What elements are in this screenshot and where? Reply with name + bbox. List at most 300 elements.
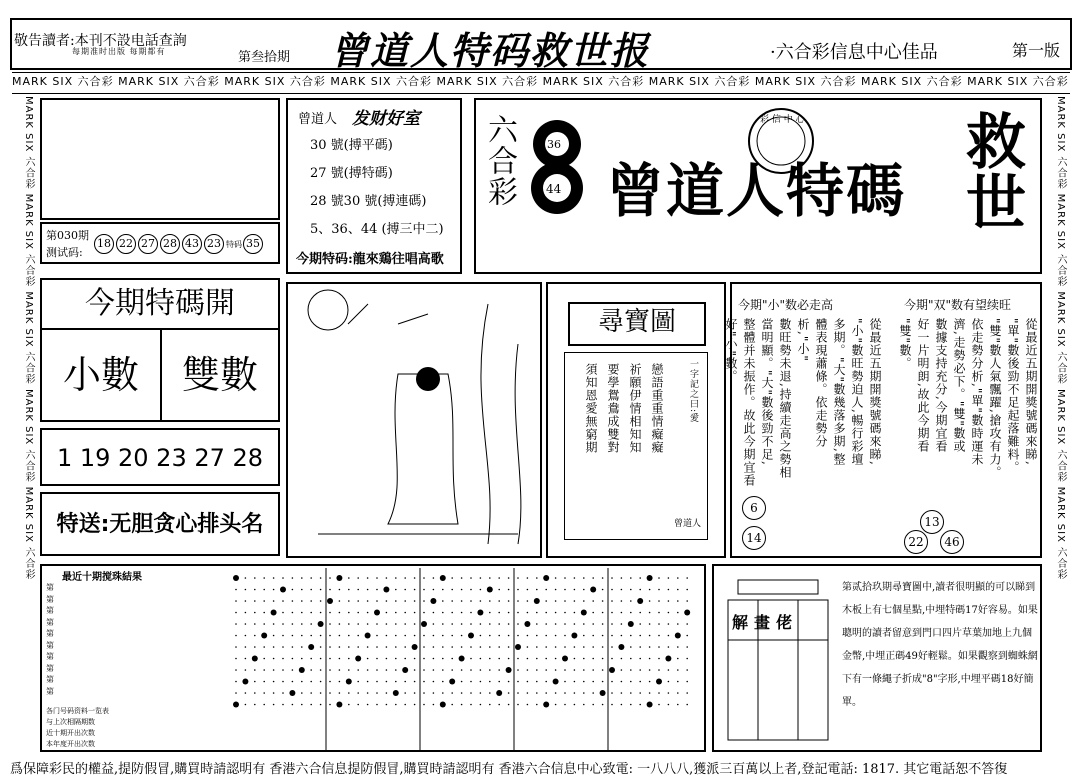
- grid-dot: [517, 669, 519, 671]
- grid-dot: [602, 612, 604, 614]
- grid-dot: [592, 669, 594, 671]
- open-numbers: 1 19 20 23 27 28: [40, 428, 280, 486]
- grid-dot: [506, 667, 512, 673]
- grid-dot: [254, 623, 256, 625]
- test-code-issue: 第030期: [46, 229, 89, 242]
- analysis-column: 好"小"數。: [724, 318, 738, 384]
- grid-dot: [357, 704, 359, 706]
- grid-dot: [395, 612, 397, 614]
- grid-dot: [611, 658, 613, 660]
- grid-dot: [480, 681, 482, 683]
- tip-line: 27 號(搏特碼): [310, 166, 393, 181]
- grid-dot: [327, 598, 333, 604]
- grid-dot: [336, 575, 342, 581]
- grid-dot: [414, 635, 416, 637]
- grid-dot: [545, 635, 547, 637]
- grid-dot: [621, 704, 623, 706]
- grid-dot: [461, 600, 463, 602]
- grid-dot: [367, 692, 369, 694]
- grid-dot: [282, 692, 284, 694]
- grid-dot: [581, 610, 587, 616]
- record-row-label: 第: [46, 663, 54, 673]
- poem-head: 一字記之曰:愛: [688, 359, 698, 424]
- grid-dot: [355, 656, 361, 662]
- grid-dot: [658, 669, 660, 671]
- grid-dot: [301, 704, 303, 706]
- analysis-ball: 22: [904, 530, 928, 554]
- grid-dot: [412, 644, 418, 650]
- grid-dot: [498, 623, 500, 625]
- grid-dot: [574, 692, 576, 694]
- grid-dot: [480, 600, 482, 602]
- grid-dot: [534, 598, 540, 604]
- grid-dot: [498, 646, 500, 648]
- grid-dot: [339, 635, 341, 637]
- grid-dot: [639, 646, 641, 648]
- grid-dot: [310, 658, 312, 660]
- grid-dot: [677, 658, 679, 660]
- issue-number: 第叁拾期: [238, 50, 291, 65]
- grid-dot: [442, 658, 444, 660]
- grid-dot: [430, 598, 436, 604]
- grid-dot: [611, 692, 613, 694]
- analysis-column: "雙"數。: [898, 318, 912, 371]
- grid-dot: [235, 692, 237, 694]
- analysis-left-text: [724, 318, 884, 488]
- grid-dot: [376, 635, 378, 637]
- grid-dot: [639, 635, 641, 637]
- grid-dot: [254, 704, 256, 706]
- grid-dot: [583, 681, 585, 683]
- grid-dot: [508, 681, 510, 683]
- grid-dot: [273, 704, 275, 706]
- grid-dot: [564, 589, 566, 591]
- grid-dot: [395, 658, 397, 660]
- grid-dot: [649, 635, 651, 637]
- grid-dot: [245, 658, 247, 660]
- analysis-column: 整體并未振作。故此今期宜看: [742, 318, 756, 487]
- grid-dot: [423, 635, 425, 637]
- grid-dot: [555, 646, 557, 648]
- grid-dot: [310, 612, 312, 614]
- grid-dot: [386, 646, 388, 648]
- grid-dot: [442, 612, 444, 614]
- grid-dot: [592, 623, 594, 625]
- record-row-label: 第: [46, 686, 54, 696]
- grid-dot: [376, 704, 378, 706]
- grid-dot: [254, 635, 256, 637]
- analysis-column: 數旺勢未退,持續走高之勢相: [778, 318, 792, 479]
- grid-dot: [235, 658, 237, 660]
- grid-dot: [536, 658, 538, 660]
- grid-dot: [320, 589, 322, 591]
- grid-dot: [574, 704, 576, 706]
- grid-dot: [649, 612, 651, 614]
- grid-dot: [348, 669, 350, 671]
- grid-dot: [367, 577, 369, 579]
- grid-dot: [592, 692, 594, 694]
- grid-dot: [451, 577, 453, 579]
- grid-dot: [564, 600, 566, 602]
- grid-dot: [592, 681, 594, 683]
- treasure-box: [546, 282, 726, 558]
- grid-dot: [602, 635, 604, 637]
- record-row-label: 第: [46, 594, 54, 604]
- grid-dot: [553, 679, 559, 685]
- grid-dot: [367, 704, 369, 706]
- grid-dot: [301, 600, 303, 602]
- grid-dot: [261, 633, 267, 639]
- grid-dot: [564, 623, 566, 625]
- record-row-label: 第: [46, 617, 54, 627]
- grid-dot: [555, 600, 557, 602]
- grid-dot: [602, 577, 604, 579]
- test-code-label: 测试码:: [46, 246, 83, 259]
- grid-dot: [686, 635, 688, 637]
- record-foot-label: 近十期开出次数: [46, 729, 95, 737]
- grid-dot: [508, 692, 510, 694]
- record-row-label: 第: [46, 583, 54, 592]
- grid-dot: [611, 646, 613, 648]
- grid-dot: [423, 600, 425, 602]
- grid-dot: [245, 623, 247, 625]
- grid-dot: [527, 692, 529, 694]
- grid-dot: [545, 669, 547, 671]
- grid-dot: [621, 612, 623, 614]
- grid-dot: [592, 600, 594, 602]
- grid-dot: [329, 623, 331, 625]
- grid-dot: [386, 658, 388, 660]
- grid-dot: [301, 577, 303, 579]
- grid-dot: [621, 669, 623, 671]
- grid-dot: [564, 681, 566, 683]
- grid-dot: [630, 612, 632, 614]
- grid-dot: [508, 635, 510, 637]
- grid-dot: [289, 690, 295, 696]
- grid-dot: [376, 692, 378, 694]
- grid-dot: [592, 658, 594, 660]
- grid-dot: [677, 589, 679, 591]
- grid-dot: [489, 612, 491, 614]
- grid-dot: [555, 704, 557, 706]
- grid-dot: [301, 589, 303, 591]
- grid-dot: [515, 644, 521, 650]
- grid-dot: [339, 623, 341, 625]
- grid-dot: [329, 646, 331, 648]
- grid-dot: [621, 577, 623, 579]
- grid-dot: [282, 646, 284, 648]
- grid-dot: [263, 704, 265, 706]
- grid-dot: [470, 692, 472, 694]
- grid-dot: [423, 692, 425, 694]
- grid-dot: [668, 577, 670, 579]
- analysis-column: 從最近五期開獎號碼來睇,: [868, 318, 882, 466]
- grid-dot: [451, 704, 453, 706]
- grid-dot: [527, 612, 529, 614]
- grid-dot: [564, 704, 566, 706]
- grid-dot: [527, 658, 529, 660]
- open-box: [40, 278, 280, 422]
- grid-dot: [668, 646, 670, 648]
- record-title: 最近十期搅珠結果: [62, 572, 142, 583]
- grid-dot: [442, 669, 444, 671]
- markSix-strip-right: MARK SIX 六合彩 MARK SIX 六合彩 MARK SIX 六合彩 MARK SIX 六合彩 MARK SIX 六合彩: [1055, 96, 1066, 581]
- grid-dot: [273, 681, 275, 683]
- grid-dot: [470, 646, 472, 648]
- grid-dot: [555, 692, 557, 694]
- grid-dot: [621, 658, 623, 660]
- grid-dot: [357, 612, 359, 614]
- grid-dot: [461, 692, 463, 694]
- grid-dot: [292, 669, 294, 671]
- poem-col: 祈願伊情相知知: [628, 363, 642, 454]
- grid-dot: [602, 589, 604, 591]
- grid-dot: [357, 692, 359, 694]
- grid-dot: [451, 589, 453, 591]
- grid-dot: [263, 612, 265, 614]
- record-row-label: 第: [46, 675, 54, 684]
- notice-text: 敬告讀者:本刊不設电話查詢: [14, 33, 187, 49]
- grid-dot: [536, 646, 538, 648]
- grid-dot: [292, 589, 294, 591]
- grid-dot: [451, 612, 453, 614]
- grid-dot: [480, 589, 482, 591]
- grid-dot: [602, 681, 604, 683]
- grid-dot: [461, 623, 463, 625]
- grid-dot: [574, 623, 576, 625]
- grid-dot: [583, 623, 585, 625]
- grid-dot: [508, 658, 510, 660]
- grid-dot: [583, 704, 585, 706]
- grid-dot: [299, 667, 305, 673]
- grid-dot: [611, 635, 613, 637]
- grid-dot: [414, 589, 416, 591]
- grid-dot: [310, 635, 312, 637]
- grid-dot: [639, 669, 641, 671]
- grid-dot: [639, 704, 641, 706]
- grid-dot: [658, 612, 660, 614]
- grid-dot: [348, 646, 350, 648]
- open-special: 特送:无胆贪心排头名: [40, 492, 280, 556]
- explain-title: 解畫佬: [732, 613, 799, 632]
- grid-dot: [263, 681, 265, 683]
- tip-line: 5、36、44 (搏三中二): [310, 222, 444, 237]
- grid-dot: [545, 589, 547, 591]
- grid-dot: [414, 704, 416, 706]
- test-code-ball: 28: [160, 234, 180, 254]
- grid-dot: [637, 598, 643, 604]
- record-row-label: 第: [46, 652, 54, 661]
- grid-dot: [348, 635, 350, 637]
- grid-dot: [254, 612, 256, 614]
- test-code-balls: [94, 234, 265, 254]
- grid-dot: [357, 623, 359, 625]
- grid-dot: [404, 692, 406, 694]
- grid-dot: [498, 658, 500, 660]
- grid-dot: [489, 669, 491, 671]
- grid-dot: [543, 575, 549, 581]
- grid-dot: [489, 623, 491, 625]
- grid-dot: [498, 600, 500, 602]
- grid-dot: [665, 656, 671, 662]
- markSix-strip-left: MARK SIX 六合彩 MARK SIX 六合彩 MARK SIX 六合彩 MARK SIX 六合彩 MARK SIX 六合彩: [23, 96, 34, 581]
- grid-dot: [583, 577, 585, 579]
- grid-dot: [357, 681, 359, 683]
- grid-dot: [583, 646, 585, 648]
- grid-dot: [555, 612, 557, 614]
- grid-dot: [459, 656, 465, 662]
- grid-dot: [658, 692, 660, 694]
- analysis-ball: 14: [742, 526, 766, 550]
- grid-dot: [489, 704, 491, 706]
- grid-dot: [245, 646, 247, 648]
- grid-dot: [310, 577, 312, 579]
- grid-dot: [423, 681, 425, 683]
- grid-dot: [386, 692, 388, 694]
- grid-dot: [386, 669, 388, 671]
- record-foot-label: 各门号码资料一览表: [46, 707, 109, 715]
- grid-dot: [414, 623, 416, 625]
- test-code-ball: 23: [204, 234, 224, 254]
- grid-dot: [440, 575, 446, 581]
- grid-dot: [301, 658, 303, 660]
- grid-dot: [668, 635, 670, 637]
- grid-dot: [461, 589, 463, 591]
- grid-dot: [489, 658, 491, 660]
- grid-dot: [527, 600, 529, 602]
- grid-dot: [329, 589, 331, 591]
- grid-dot: [677, 646, 679, 648]
- grid-dot: [536, 589, 538, 591]
- tips-special: 今期特码:龍來鶏往唱高歌: [296, 252, 444, 267]
- test-code-ball: 18: [94, 234, 114, 254]
- record-foot-labels: [46, 706, 109, 750]
- grid-dot: [233, 702, 239, 708]
- grid-dot: [235, 669, 237, 671]
- analysis-column: 依走勢分析,"單"數時運未: [970, 318, 984, 466]
- grid-dot: [592, 612, 594, 614]
- grid-dot: [451, 646, 453, 648]
- grid-dot: [621, 681, 623, 683]
- grid-dot: [433, 589, 435, 591]
- grid-dot: [357, 577, 359, 579]
- analysis-head-left: 今期"小"数必走高: [738, 298, 834, 312]
- grid-dot: [263, 600, 265, 602]
- tip-line: 28 號30 號(搏連碼): [310, 194, 427, 209]
- grid-dot: [301, 646, 303, 648]
- grid-dot: [245, 589, 247, 591]
- grid-dot: [273, 589, 275, 591]
- grid-dot: [583, 589, 585, 591]
- grid-dot: [470, 577, 472, 579]
- grid-dot: [383, 587, 389, 593]
- grid-dot: [517, 635, 519, 637]
- grid-dot: [677, 704, 679, 706]
- grid-dot: [367, 669, 369, 671]
- grid-dot: [414, 658, 416, 660]
- grid-dot: [310, 600, 312, 602]
- grid-dot: [376, 589, 378, 591]
- grid-dot: [686, 646, 688, 648]
- grid-dot: [282, 623, 284, 625]
- grid-dot: [367, 600, 369, 602]
- grid-dot: [461, 704, 463, 706]
- grid-dot: [517, 589, 519, 591]
- grid-dot: [639, 577, 641, 579]
- grid-dot: [677, 577, 679, 579]
- grid-dot: [310, 704, 312, 706]
- grid-dot: [630, 658, 632, 660]
- grid-dot: [555, 589, 557, 591]
- grid-dot: [611, 589, 613, 591]
- grid-dot: [480, 623, 482, 625]
- grid-dot: [395, 589, 397, 591]
- grid-dot: [451, 692, 453, 694]
- grid-dot: [536, 704, 538, 706]
- grid-dot: [545, 681, 547, 683]
- grid-dot: [365, 633, 371, 639]
- grid-dot: [600, 690, 606, 696]
- grid-dot: [686, 577, 688, 579]
- grid-dot: [630, 600, 632, 602]
- grid-dot: [609, 667, 615, 673]
- grid-dot: [517, 623, 519, 625]
- grid-dot: [348, 577, 350, 579]
- grid-dot: [677, 612, 679, 614]
- grid-dot: [461, 681, 463, 683]
- grid-dot: [668, 589, 670, 591]
- grid-dot: [470, 623, 472, 625]
- grid-dot: [282, 612, 284, 614]
- grid-dot: [583, 692, 585, 694]
- grid-dot: [527, 704, 529, 706]
- grid-dot: [498, 589, 500, 591]
- grid-dot: [245, 704, 247, 706]
- grid-dot: [470, 589, 472, 591]
- grid-dot: [357, 669, 359, 671]
- grid-dot: [376, 681, 378, 683]
- grid-dot: [527, 669, 529, 671]
- grid-dot: [301, 692, 303, 694]
- grid-dot: [282, 669, 284, 671]
- grid-dot: [658, 704, 660, 706]
- grid-dot: [320, 658, 322, 660]
- grid-dot: [602, 646, 604, 648]
- grid-dot: [404, 635, 406, 637]
- grid-dot: [433, 635, 435, 637]
- grid-dot: [545, 612, 547, 614]
- eight-ball-icon: [522, 116, 592, 216]
- grid-dot: [480, 577, 482, 579]
- grid-dot: [348, 600, 350, 602]
- grid-dot: [611, 623, 613, 625]
- grid-dot: [292, 646, 294, 648]
- record-row-labels: [46, 582, 54, 697]
- grid-dot: [630, 635, 632, 637]
- grid-dot: [320, 577, 322, 579]
- grid-dot: [477, 610, 483, 616]
- grid-dot: [254, 646, 256, 648]
- grid-dot: [508, 623, 510, 625]
- grid-dot: [480, 635, 482, 637]
- grid-dot: [571, 633, 577, 639]
- grid-dot: [480, 704, 482, 706]
- illustration-box: [286, 282, 542, 558]
- grid-dot: [348, 589, 350, 591]
- grid-dot: [348, 623, 350, 625]
- grid-dot: [320, 669, 322, 671]
- tips-lines: [310, 132, 444, 244]
